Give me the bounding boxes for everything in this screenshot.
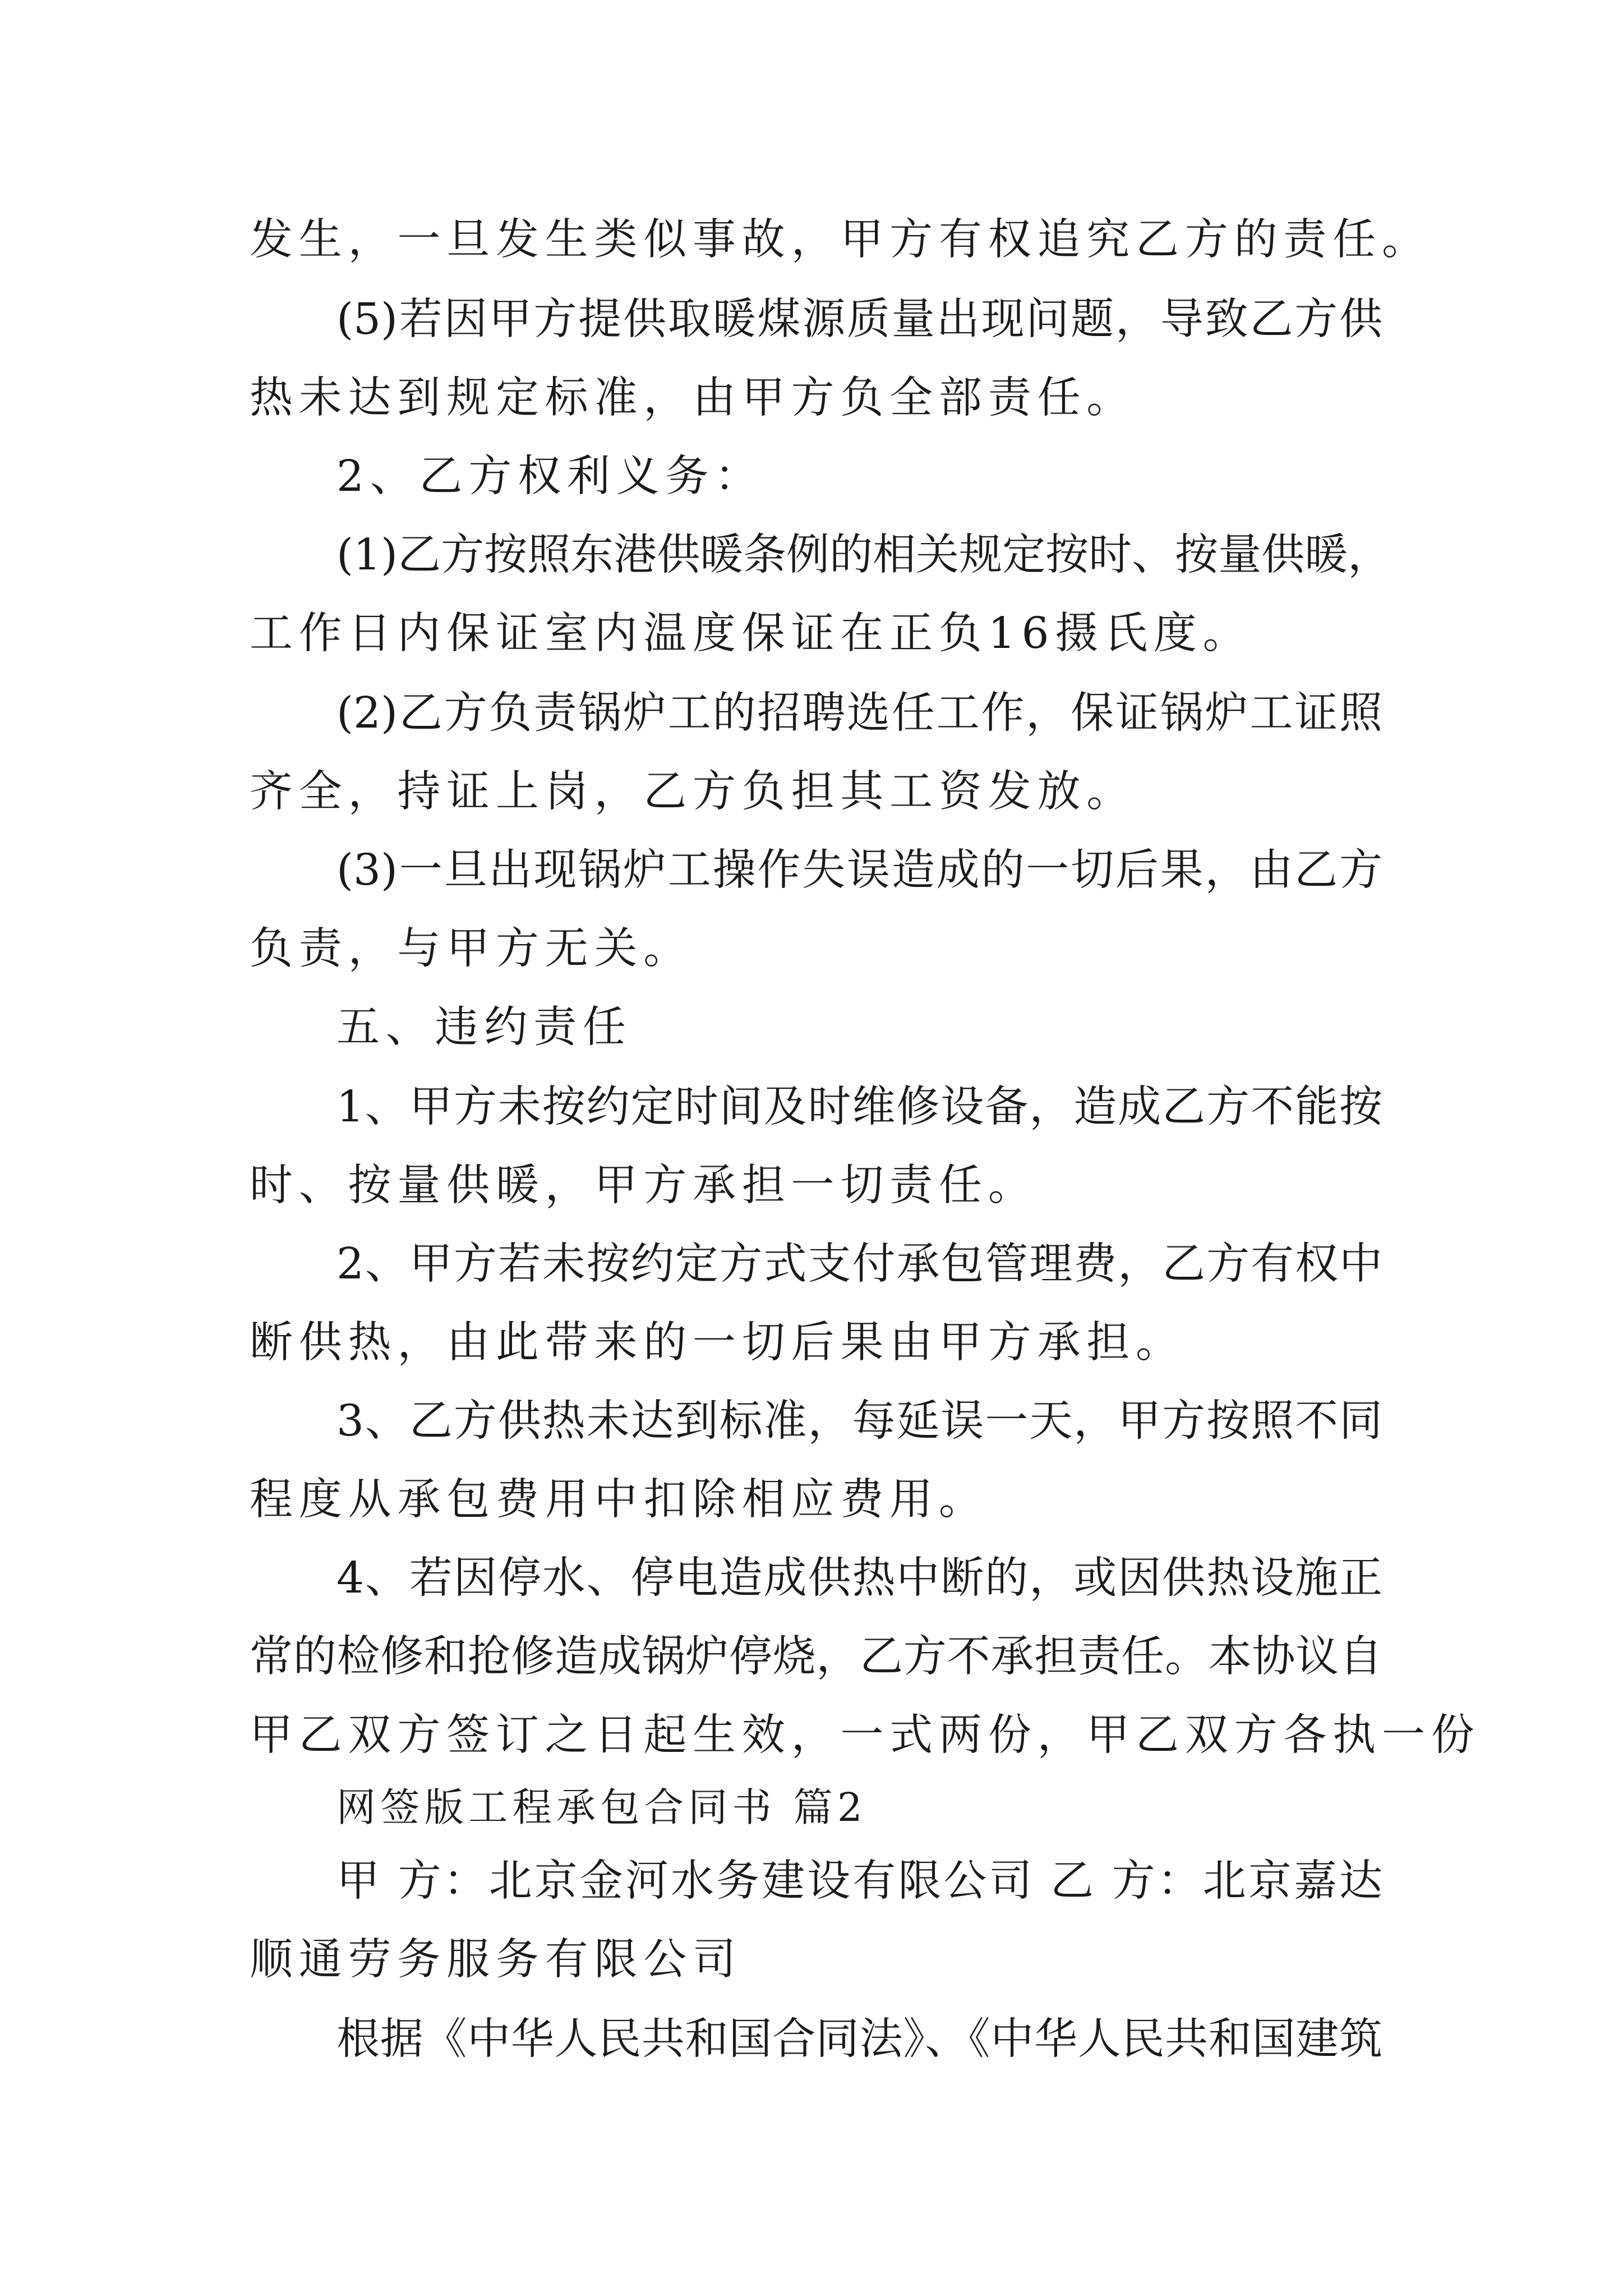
- text-line: 甲 方：北京金河水务建设有限公司 乙 方：北京嘉达: [336, 1856, 1382, 1906]
- text-line: (3)一旦出现锅炉工操作失误造成的一切后果，由乙方: [336, 845, 1382, 895]
- text-line: 2、甲方若未按约定方式支付承包管理费，乙方有权中: [336, 1239, 1382, 1289]
- section-heading: 2、乙方权利义务：: [336, 452, 764, 501]
- text-line: 根据《中华人民共和国合同法》、《中华人民共和国建筑: [336, 2014, 1382, 2064]
- section-heading: 五、违约责任: [336, 1002, 632, 1052]
- text-line: 发生，一旦发生类似事故，甲方有权追究乙方的责任。: [250, 215, 1431, 265]
- text-line: 甲乙双方签订之日起生效，一式两份，甲乙双方各执一份: [250, 1710, 1481, 1760]
- text-line: 工作日内保证室内温度保证在正负16摄氏度。: [250, 609, 1252, 659]
- section-title: 网签版工程承包合同书 篇2: [336, 1784, 867, 1830]
- text-line: 负责，与甲方无关。: [250, 924, 693, 974]
- text-line: 断供热，由此带来的一切后果由甲方承担。: [250, 1318, 1185, 1368]
- text-line: 1、甲方未按约定时间及时维修设备，造成乙方不能按: [336, 1082, 1382, 1132]
- text-line: (5)若因甲方提供取暖煤源质量出现问题，导致乙方供: [336, 295, 1382, 344]
- text-line: 时、按量供暖，甲方承担一切责任。: [250, 1161, 1038, 1211]
- text-line: 顺通劳务服务有限公司: [250, 1935, 742, 1985]
- text-line: 热未达到规定标准，由甲方负全部责任。: [250, 373, 1136, 423]
- text-line: 常的检修和抢修造成锅炉停烧，乙方不承担责任。本协议自: [250, 1632, 1382, 1682]
- text-line: 4、若因停水、停电造成供热中断的，或因供热设施正: [336, 1553, 1382, 1603]
- text-line: 程度从承包费用中扣除相应费用。: [250, 1475, 988, 1525]
- text-line: 齐全，持证上岗，乙方负担其工资发放。: [250, 767, 1136, 817]
- text-line: (2)乙方负责锅炉工的招聘选任工作，保证锅炉工证照: [336, 688, 1382, 738]
- text-line: (1)乙方按照东港供暖条例的相关规定按时、按量供暖，: [336, 530, 1391, 580]
- text-line: 3、乙方供热未达到标准，每延误一天，甲方按照不同: [336, 1396, 1382, 1446]
